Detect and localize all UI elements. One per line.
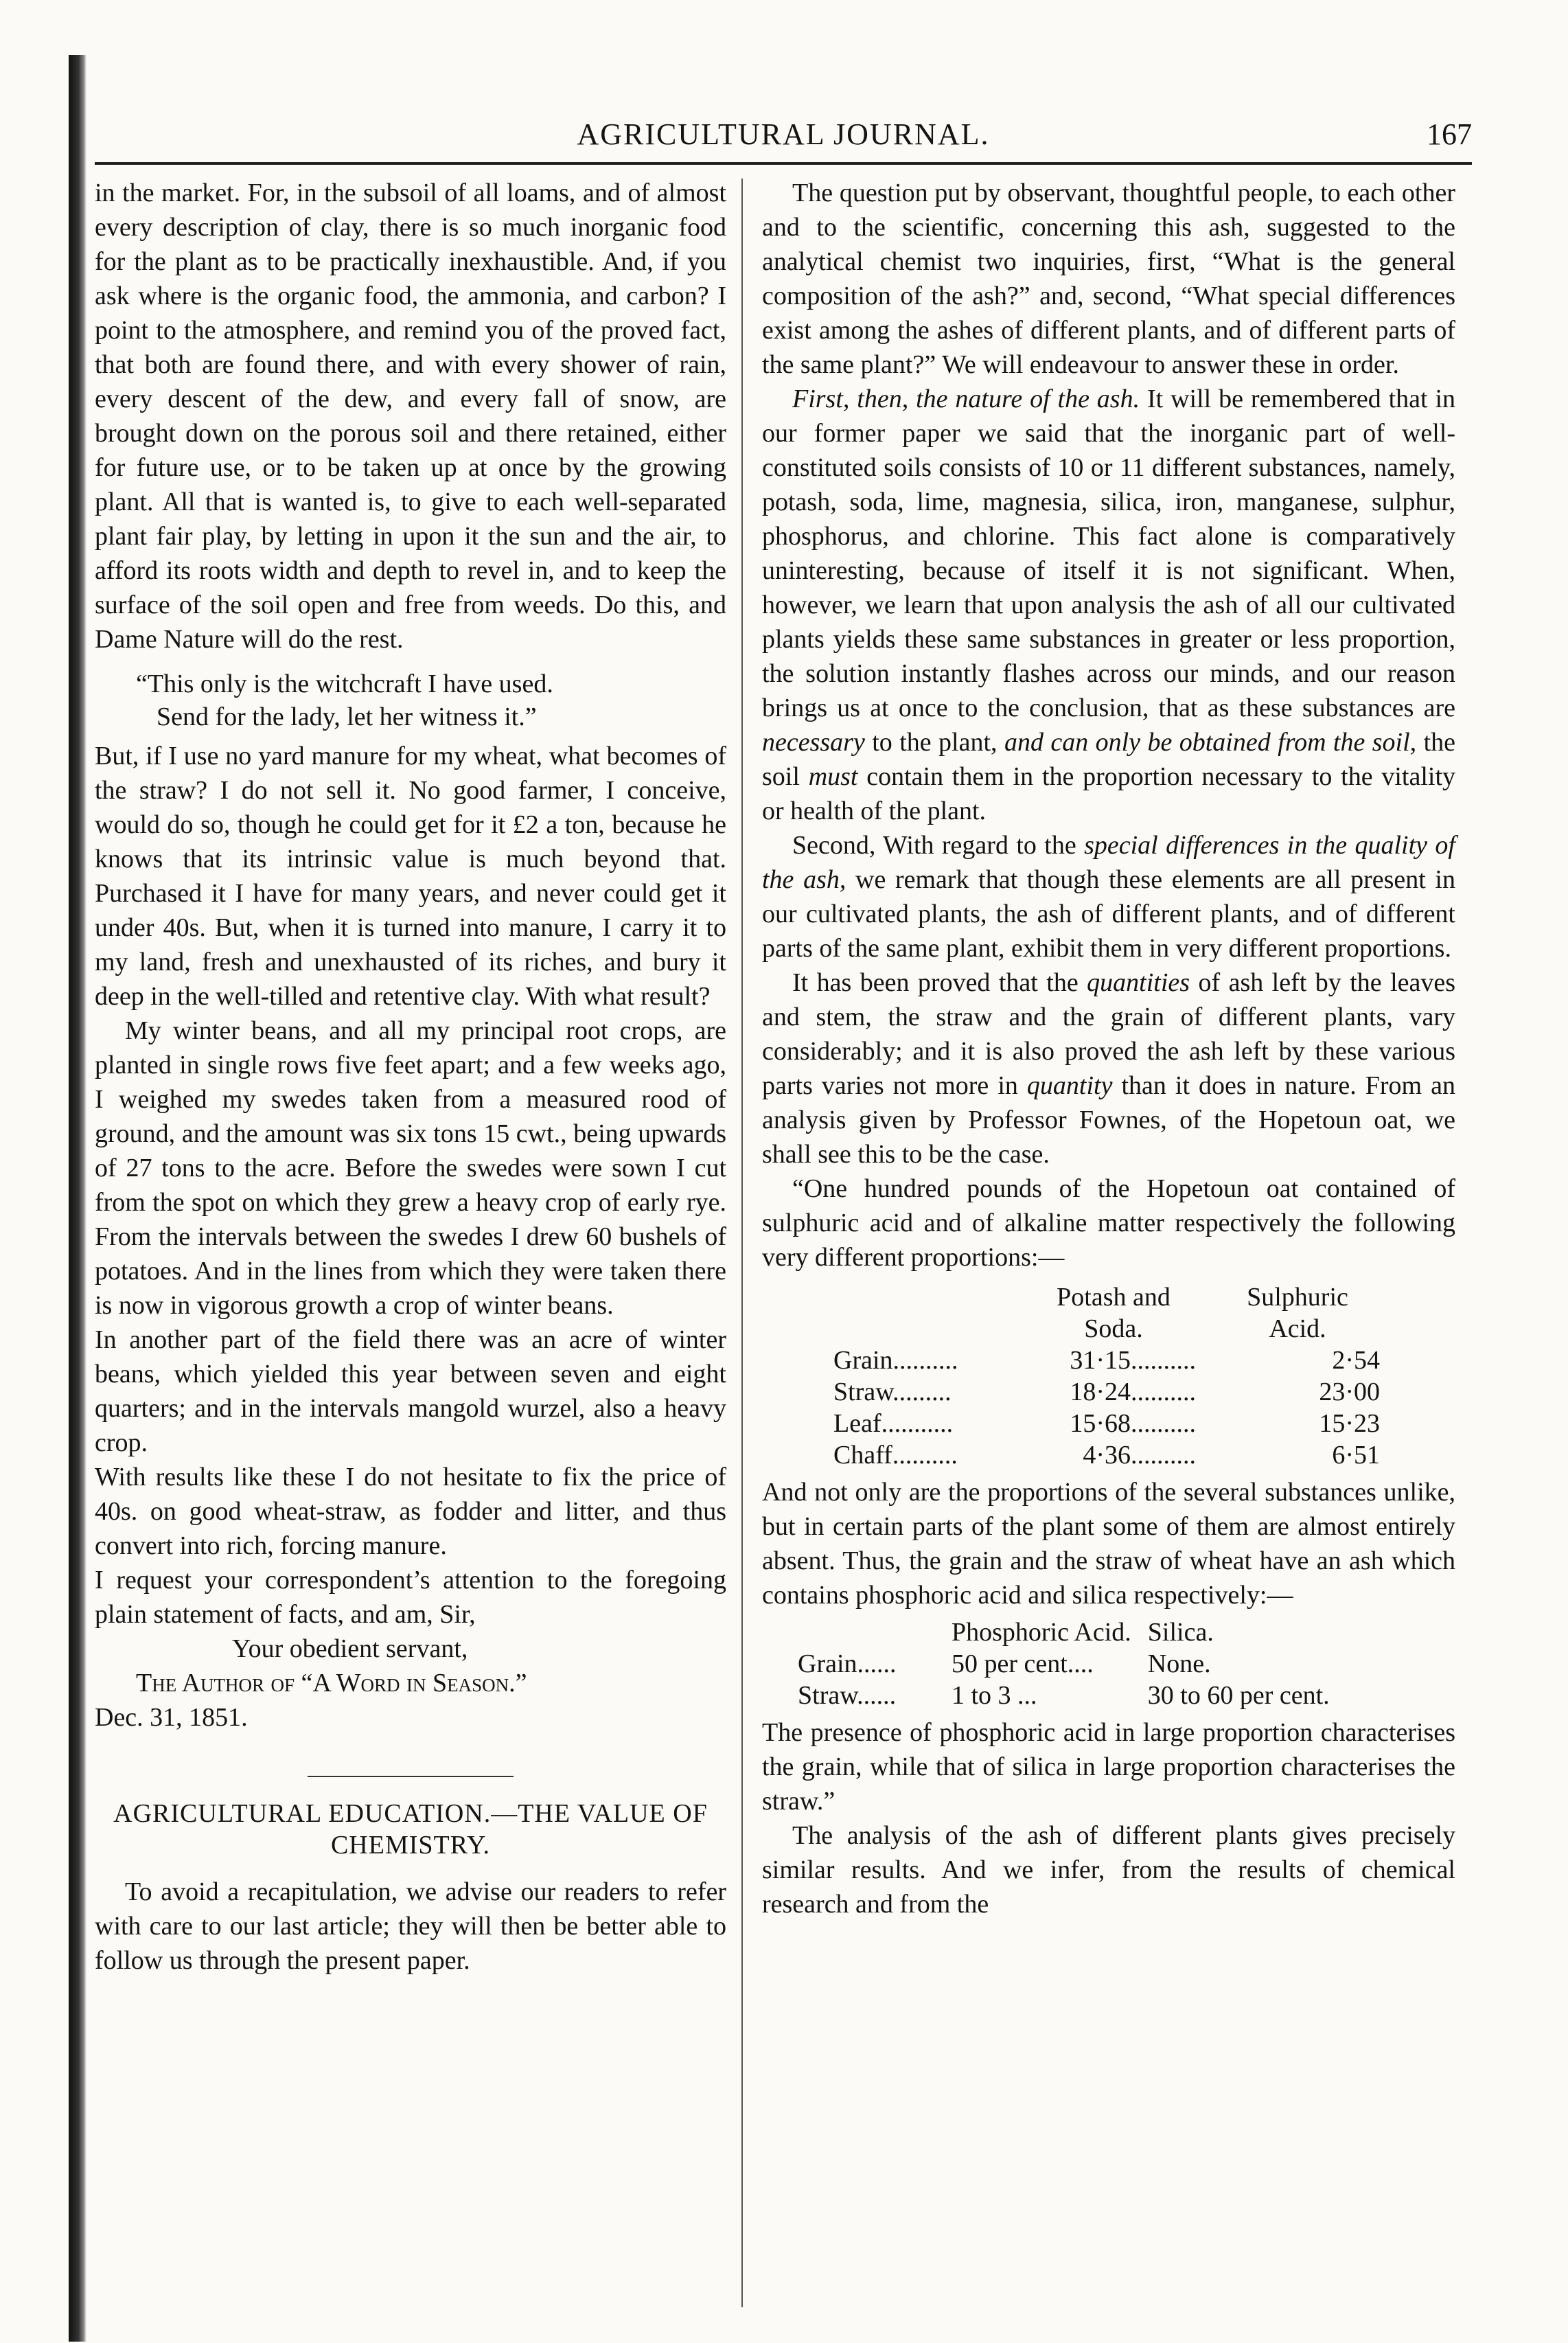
- row-label: Straw.........: [833, 1378, 952, 1406]
- paragraph: I request your correspondent’s attention to the foregoing plain statement of facts, and am, Sir,: [95, 1566, 726, 1629]
- table-row: [824, 1376, 1390, 1408]
- header-line: Acid.: [1269, 1314, 1326, 1343]
- paragraph: But, if I use no yard manure for my wheat, what becomes of the straw? I do not sell it. No good farmer, I conceive, would do so, though he could get for it £2 a ton, because he knows that its intrinsic value is much beyond that. Purchased it I have for many years, and never could get it under 40s. But, when it is turned into manure, I carry it to my land, fresh and unexhausted of its riches, and bury it deep in the well-tilled and retentive clay. With what result?: [95, 742, 726, 1011]
- sulphuric-value: 23·00: [1319, 1378, 1380, 1406]
- book-spine-edge: [69, 55, 87, 2342]
- table-header: Silica.: [1147, 1618, 1214, 1647]
- running-title: AGRICULTURAL JOURNAL.: [577, 117, 990, 151]
- paragraph: [762, 828, 1455, 965]
- italic-run: quantities: [1087, 968, 1190, 997]
- table-header-blank: [824, 1281, 1022, 1345]
- table-row: [824, 1408, 1390, 1439]
- page-header: [95, 117, 1472, 158]
- table-header-row: [824, 1281, 1390, 1345]
- closing-line: Your obedient servant,: [232, 1634, 468, 1663]
- row-label: Leaf...........: [833, 1409, 954, 1438]
- paragraph: My winter beans, and all my principal root crops, are planted in single rows five feet apart; and a few weeks ago, I weighed my swedes taken from a measured rood of ground, and the amount was six tons 15 cwt., being upwards of 27 tons to the acre. Before the swedes were sown I cut from the spot on which they grew a heavy crop of early rye. From the intervals between the swedes I drew 60 bushels of potatoes. And in the lines from which they were taken there is now in vigorous growth a crop of winter beans.: [95, 1016, 726, 1320]
- paragraph: The analysis of the ash of different plants gives precisely similar results. And we infer, from the results of chemical research and from the: [762, 1821, 1455, 1919]
- table-header: Phosphoric Acid.: [952, 1618, 1131, 1647]
- paragraph: “One hundred pounds of the Hopetoun oat contained of sulphuric acid and of alkaline matter respectively the following very different proportions:—: [762, 1174, 1455, 1272]
- table-header-row: [789, 1616, 1338, 1648]
- author-line: The Author of “A Word in Season.”: [136, 1669, 527, 1698]
- column-divider: [741, 179, 743, 2307]
- verse-line: Send for the lady, let her witness it.”: [157, 702, 537, 731]
- table-header: [1022, 1281, 1206, 1345]
- text-run: we remark that though these elements are all present in our cultivated plants, the ash of different plants, and of different parts of the same plant, exhibit them in very different proportions.: [762, 865, 1455, 963]
- header-line: Potash and: [1057, 1283, 1171, 1312]
- italic-lead: First, then, the nature of the ash.: [792, 385, 1140, 413]
- verse-line: “This only is the witchcraft I have used.: [136, 670, 553, 698]
- header-line: Sulphuric: [1247, 1283, 1348, 1312]
- paragraph: [762, 382, 1455, 828]
- row-label: Grain......: [798, 1649, 897, 1678]
- table-row: [789, 1648, 1338, 1680]
- section-separator: [308, 1776, 514, 1777]
- phosphoric-value: 1 to 3 ...: [952, 1681, 1037, 1710]
- paragraph: The question put by observant, thoughtful people, to each other and to the scientific, concerning this ash, suggested to the analytical chemist two inquiries, first, “What is the general composition of the ash?” and, second, “What special differences exist among the ashes of different plants, and of different parts of the same plant?” We will endeavour to answer these in order.: [762, 179, 1455, 379]
- table-row: [824, 1439, 1390, 1471]
- left-column: [95, 176, 726, 1978]
- sulphuric-value: 15·23: [1319, 1409, 1380, 1438]
- row-label: Grain..........: [833, 1346, 958, 1375]
- paragraph: [762, 965, 1455, 1172]
- paragraph: With results like these I do not hesitate to fix the price of 40s. on good wheat-straw, as fodder and litter, and thus convert into rich, forcing manure.: [95, 1463, 726, 1560]
- row-label: Chaff..........: [833, 1441, 958, 1470]
- text-run: It will be remembered that in our former paper we said that the inorganic part of well-constituted soils consists of 10 or 11 different substances, namely, potash, soda, lime, magnesia, silica, iron, manganese, sulphur, phosphorus, and chlorine. This fact alone is comparatively uninteresting, because of itself it is not significant. When, however, we learn that upon analysis the ash of all our cultivated plants yields these same substances in greater or less proportion, the solution instantly flashes across our minds, and our reason brings us at once to the conclusion, that as these substances are: [762, 385, 1456, 722]
- potash-value: 4·36..........: [1083, 1441, 1196, 1470]
- paragraph: The presence of phosphoric acid in large proportion characterises the grain, while that of silica in large proportion characterises the straw.”: [762, 1718, 1455, 1816]
- paragraph: And not only are the proportions of the several substances unlike, but in certain parts of the plant some of them are almost entirely absent. Thus, the grain and the straw of wheat have an ash which contains phosphoric acid and silica respectively:—: [762, 1478, 1455, 1610]
- signature-block: [95, 1632, 726, 1735]
- sulphuric-value: 6·51: [1332, 1441, 1380, 1470]
- potash-value: 18·24..........: [1070, 1378, 1196, 1406]
- text-run: of ash left by the leaves and stem, the straw and the grain of different plants, vary considerably; and it is also proved the ash left by these various parts varies not more in: [762, 968, 1456, 1100]
- table-header: [1206, 1281, 1390, 1345]
- verse-quotation: [136, 667, 726, 733]
- header-line: Soda.: [1084, 1314, 1143, 1343]
- ash-table: [824, 1281, 1390, 1471]
- table-header-blank: [789, 1616, 943, 1648]
- table-row: [824, 1345, 1390, 1376]
- section-heading: AGRICULTURAL EDUCATION.—THE VALUE OF CHEMISTRY.: [113, 1799, 708, 1860]
- date-line: Dec. 31, 1851.: [95, 1703, 248, 1732]
- right-column: [762, 176, 1455, 1921]
- text-run: contain them in the proportion necessary to the vitality or health of the plant.: [762, 762, 1455, 825]
- italic-run: quantity: [1026, 1071, 1113, 1100]
- sulphuric-value: 2·54: [1332, 1346, 1380, 1375]
- silica-value: 30 to 60 per cent.: [1147, 1681, 1330, 1710]
- italic-run: must: [808, 762, 858, 791]
- paragraph: in the market. For, in the subsoil of all loams, and of almost every description of clay, there is so much inorganic food for the plant as to be practically inexhaustible. And, if you ask where is the organic food, the ammonia, and carbon? I point to the atmosphere, and remind you of the proved fact, that both are found there, and with every shower of rain, every descent of the dew, and every fall of snow, are brought down on the porous soil and there retained, either for future use, or to be taken up at once by the growing plant. All that is wanted is, to give to each well-separated plant fair play, by letting in upon it the sun and the air, to afford its roots width and depth to revel in, and to keep the surface of the soil open and free from weeds. Do this, and Dame Nature will do the rest.: [95, 179, 726, 654]
- phosphoric-silica-table: [789, 1616, 1338, 1711]
- italic-run: special differences in the quality of the ash,: [762, 831, 1455, 894]
- silica-value: None.: [1147, 1649, 1211, 1678]
- text-run: than it does in nature. From an analysis given by Professor Fownes, of the Hopetoun oat, we shall see this to be the case.: [762, 1071, 1455, 1169]
- italic-run: necessary: [762, 728, 865, 757]
- table-row: [789, 1680, 1338, 1711]
- row-label: Straw......: [798, 1681, 897, 1710]
- italic-run: and can only be obtained from the soil,: [1004, 728, 1417, 757]
- text-run: to the plant,: [864, 728, 1004, 757]
- header-rule: [95, 162, 1472, 165]
- text-run: the soil: [762, 728, 1456, 791]
- paragraph: To avoid a recapitulation, we advise our readers to refer with care to our last article; they will then be better able to follow us through the present paper.: [95, 1877, 726, 1975]
- page-number: 167: [1427, 117, 1472, 151]
- text-run: Second, With regard to the: [792, 831, 1085, 860]
- potash-value: 15·68..........: [1070, 1409, 1196, 1438]
- paragraph: In another part of the field there was an acre of winter beans, which yielded this year between seven and eight quarters; and in the intervals mangold wurzel, also a heavy crop.: [95, 1325, 726, 1457]
- text-run: It has been proved that the: [792, 968, 1087, 997]
- phosphoric-value: 50 per cent....: [952, 1649, 1094, 1678]
- potash-value: 31·15..........: [1070, 1346, 1196, 1375]
